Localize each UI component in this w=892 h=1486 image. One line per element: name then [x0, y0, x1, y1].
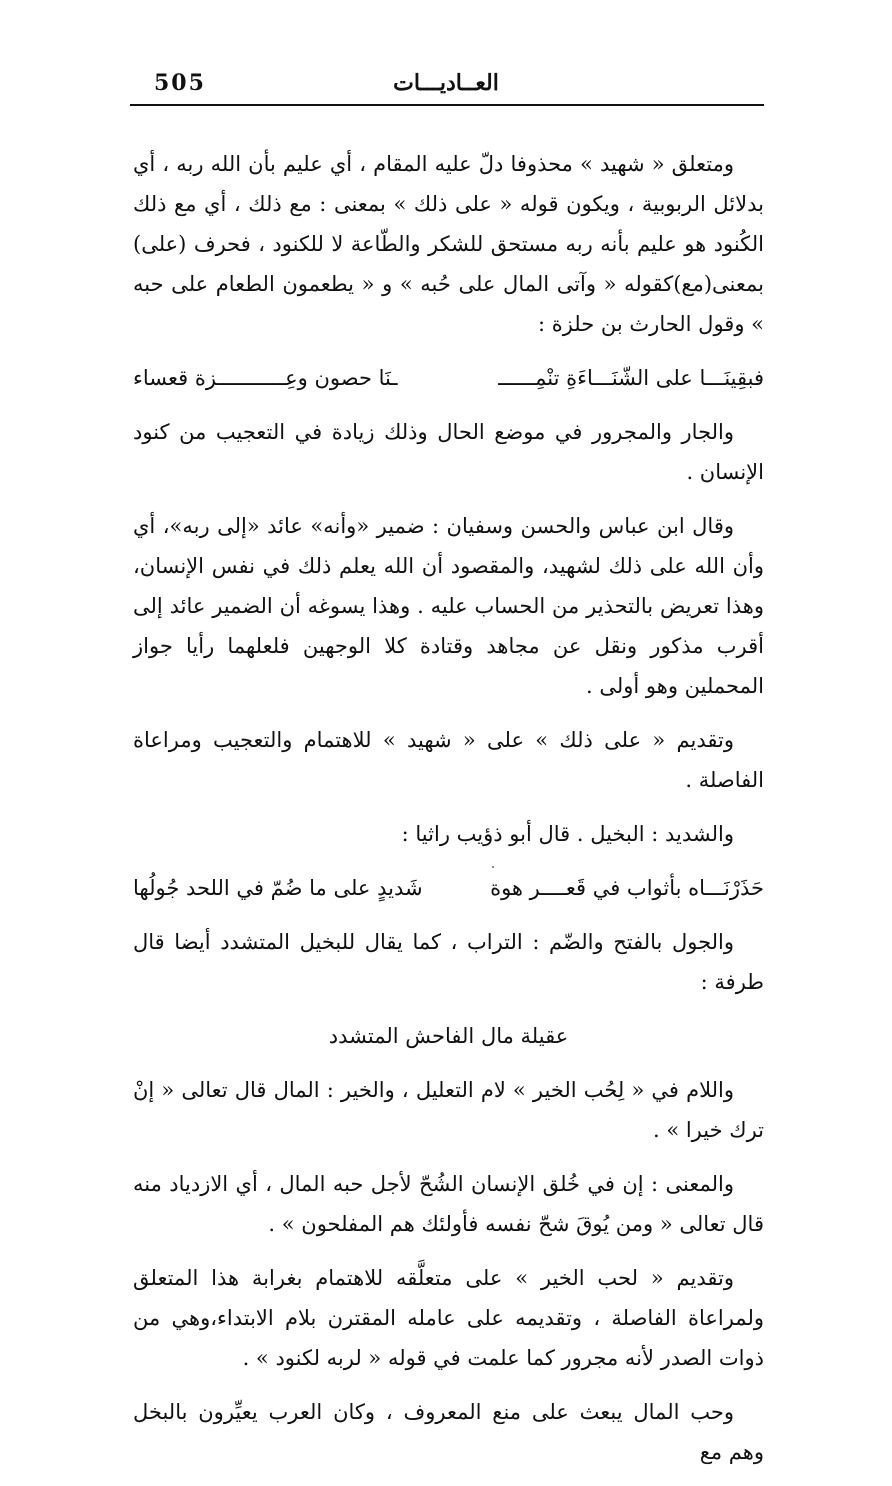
- scan-speck: [492, 866, 494, 868]
- paragraph-2: والجار والمجرور في موضع الحال وذلك زيادة في التعجيب من كنود الإنسان .: [133, 420, 764, 484]
- paragraph-10: وحب المال يبعث على منع المعروف ، وكان العرب يعيِّرون بالبخل وهم مع: [133, 1400, 764, 1464]
- poetry-verse-2: [133, 868, 764, 908]
- verse-2-second-hemistich: شَديدٍ على ما ضُمّ في اللحد جُولُها: [133, 876, 423, 900]
- poetry-verse-1: [133, 358, 764, 398]
- page-header: [130, 62, 762, 102]
- header-rule: [130, 104, 764, 106]
- verse-1-second-hemistich: ـنَا حصون وعِـــــــــــزة قعساء: [133, 366, 398, 390]
- paragraph-1: ومتعلق « شهيد » محذوفا دلّ عليه المقام ، أي عليم بأن الله ربه ، أي بدلائل الربوبية ، ويكون قوله « على ذلك » بمعنى : مع ذلك ، أي مع ذلك الكُنود هو عليم بأنه ربه مستحق للشكر والطّاعة لا للكنود ، فحرف (على) بمعنى(مع)كقوله « وآتى المال على حُبه » و « يطعمون الطعام على حبه » وقول الحارث بن حلزة :: [133, 152, 764, 336]
- paragraph-7: واللام في « لِحُب الخير » لام التعليل ، والخير : المال قال تعالى « إنْ ترك خيرا » .: [133, 1078, 764, 1142]
- paragraph-4: وتقديم « على ذلك » على « شهيد » للاهتمام والتعجيب ومراعاة الفاصلة .: [133, 728, 764, 792]
- page-body: [133, 144, 764, 1486]
- page-number: 505: [154, 70, 206, 96]
- verse-2-first-hemistich: حَذَرْنَـــاه بأثواب في قَعــــر هوة: [490, 876, 764, 900]
- verse-1-first-hemistich: فبقِينَـــا على الشّنَـــاءَةِ تنْمِــــــ: [498, 366, 764, 390]
- paragraph-5: والشديد : البخيل . قال أبو ذؤيب راثيا :: [401, 822, 734, 846]
- running-title: العــاديـــات: [393, 70, 499, 96]
- paragraph-3: وقال ابن عباس والحسن وسفيان : ضمير «وأنه» عائد «إلى ربه»، أي وأن الله على ذلك لشهيد، والمقصود أن الله يعلم ذلك في نفس الإنسان، وهذا تعريض بالتحذير من الحساب عليه . وهذا يسوغه أن الضمير عائد إلى أقرب مذكور ونقل عن مجاهد وقتادة كلا الوجهين فلعلهما رأيا جواز المحملين وهو أولى .: [133, 514, 764, 698]
- paragraph-9: وتقديم « لحب الخير » على متعلَّقه للاهتمام بغرابة هذا المتعلق ولمراعاة الفاصلة ، وتقديمه على عامله المقترن بلام الابتداء،وهي من ذوات الصدر لأنه مجرور كما علمت في قوله « لربه لكنود » .: [133, 1266, 764, 1370]
- poetry-fragment: عقيلة مال الفاحش المتشدد: [328, 1024, 569, 1048]
- paragraph-6: والجول بالفتح والضّم : التراب ، كما يقال للبخيل المتشدد أيضا قال طرفة :: [133, 930, 764, 994]
- paragraph-8: والمعنى : إن في خُلق الإنسان الشُحّ لأجل حبه المال ، أي الازدياد منه قال تعالى « ومن يُوقَ شحّ نفسه فأولئك هم المفلحون » .: [133, 1172, 764, 1236]
